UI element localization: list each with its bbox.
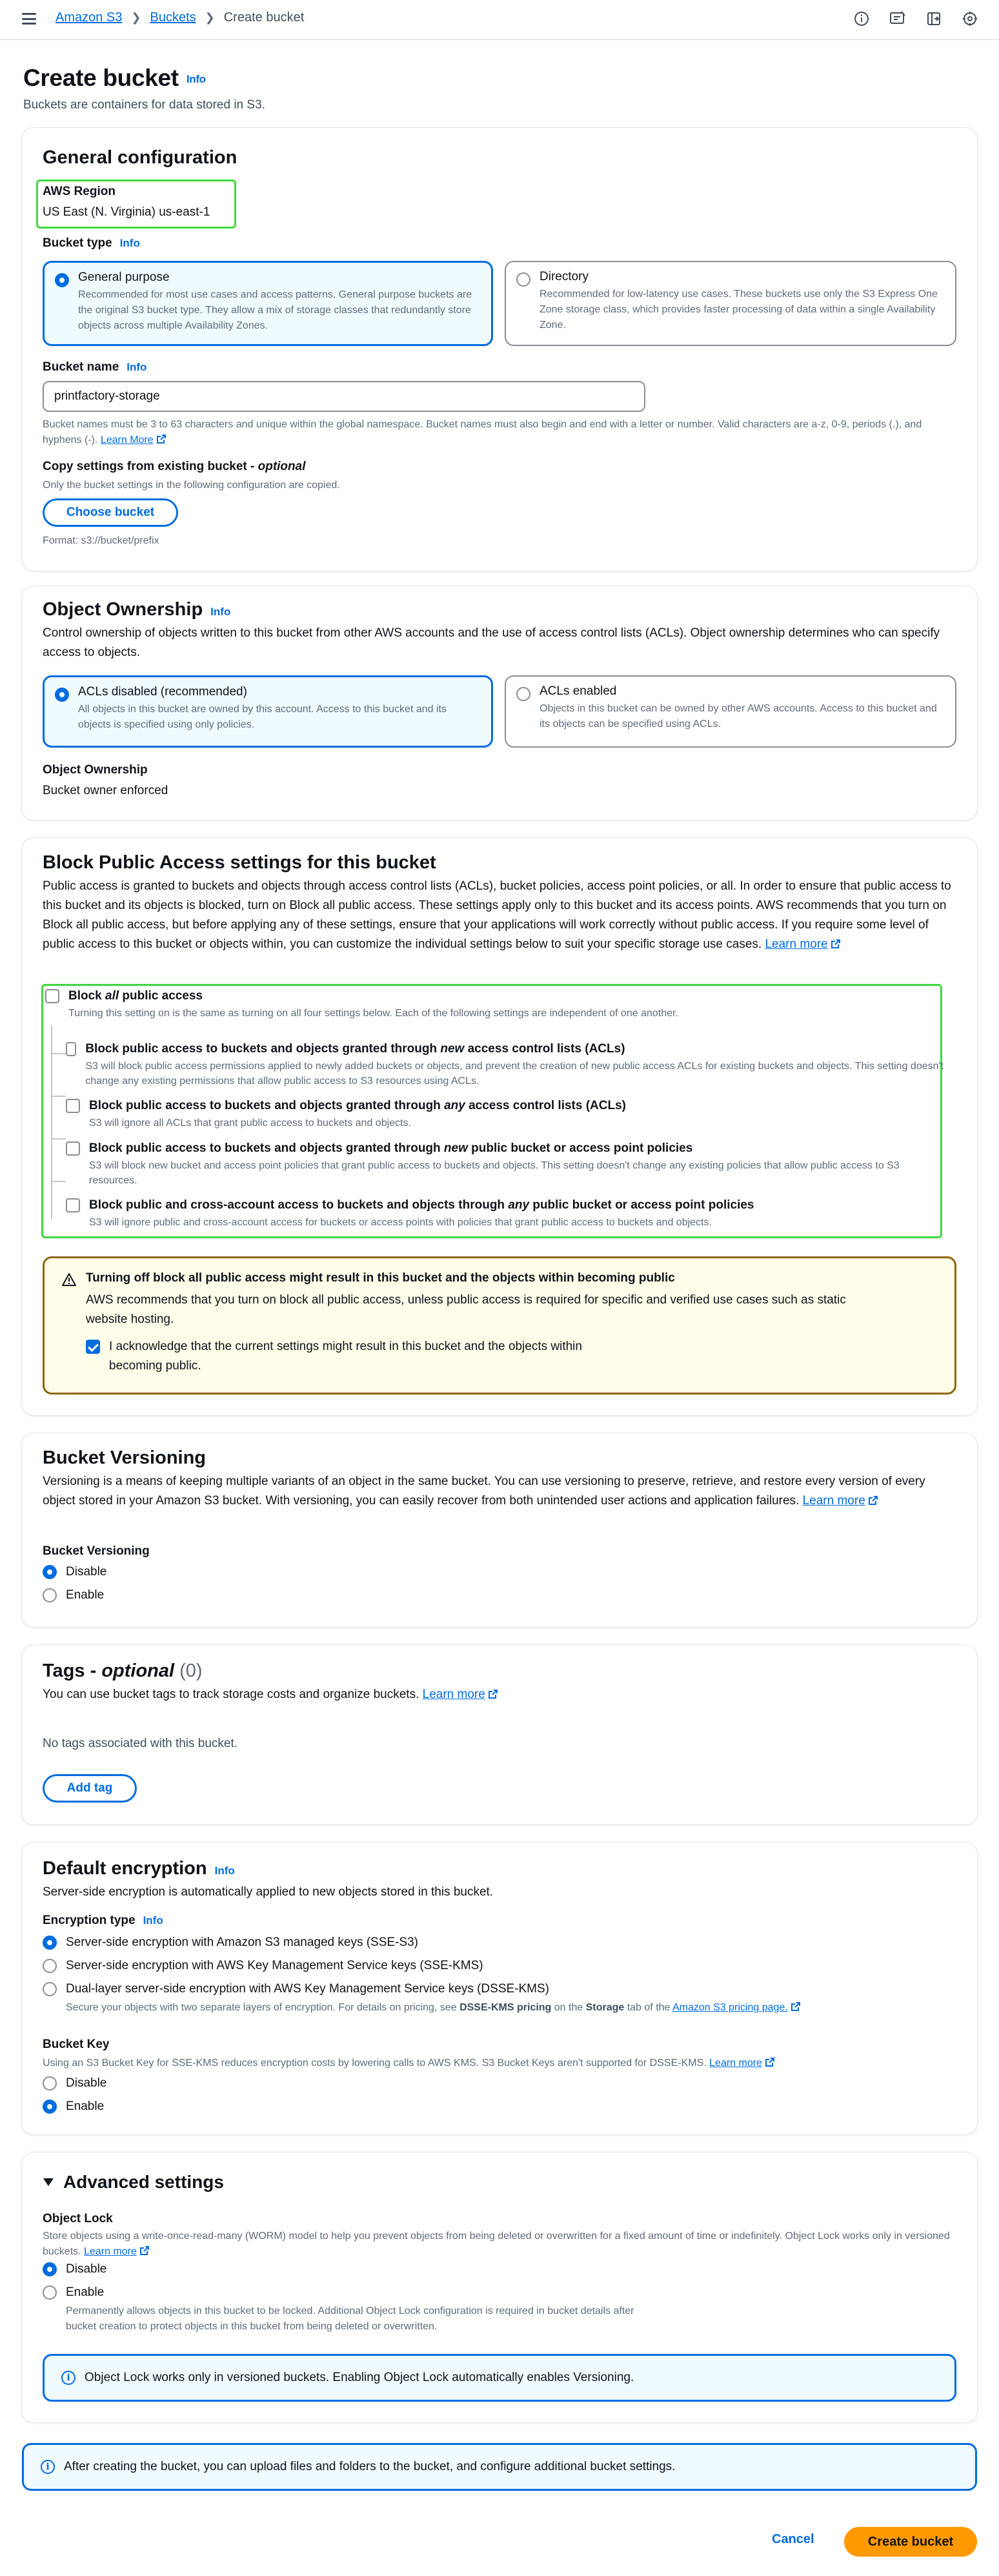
acknowledge-checkbox[interactable] [86,1340,612,1376]
object-lock-enable-desc: Permanently allows objects in this bucket to be locked. Additional Object Lock configuration is required in bucket details after bucket creation to protect objects in this bucket from being deleted or overwritten. [66,2305,634,2332]
chevron-right-icon: ❯ [131,11,141,24]
info-link[interactable]: Info [210,606,231,618]
block-cross-account[interactable] [66,1198,944,1230]
block-new-policies[interactable] [66,1141,944,1188]
checkbox-icon[interactable] [66,1141,80,1156]
ownership-desc: Control ownership of objects written to this bucket from other AWS accounts and the use of access control lists (ACLs). Object ownership determines who can specify access to objects. [43,626,940,659]
learn-more-link[interactable]: Learn more [802,1494,865,1508]
create-bucket-button[interactable]: Create bucket [844,2527,977,2557]
external-link-icon [868,1495,878,1506]
learn-more-link[interactable]: Learn more [84,2246,137,2257]
section-title: Default encryption Info [43,1858,235,1879]
panel-icon[interactable] [924,9,944,28]
region-label: AWS Region [43,185,116,198]
block-any-acls[interactable] [66,1099,944,1130]
section-title: Tags - optional (0) [43,1661,203,1681]
option-title: Block public access to buckets and objects granted through new access control lists (ACLs) [85,1042,625,1056]
breadcrumb-current: Create bucket [223,10,305,25]
radio-icon [43,2076,57,2090]
bpa-desc: Public access is granted to buckets and objects through access control lists (ACLs), bucket policies, access point policies, or all. In order to ensure that public access to this bucket and its objects is blocked, turn on Block all public access. These settings apply only to this bucket and its access points. AWS recommends that you turn on Block all public access, but before applying any of these settings, ensure that your applications will work correctly without public access. If you require some level of public access to this bucket or objects within, you can customize the individual settings below to suit your specific storage use cases. Learn more [43,879,951,951]
external-link-icon [488,1689,498,1699]
radio-icon [43,2285,57,2300]
advanced-settings-panel [22,2152,977,2422]
checkbox-icon[interactable] [45,989,59,1003]
sse-s3-option[interactable]: Server-side encryption with Amazon S3 managed keys (SSE-S3) [43,1936,418,1950]
section-title: General configuration [43,147,237,168]
post-create-info-alert: i After creating the bucket, you can upload files and folders to the bucket, and configure additional bucket settings. [22,2443,977,2491]
acknowledge-text: I acknowledge that the current settings might result in this bucket and the objects within becoming public. [109,1340,582,1373]
versioning-label: Bucket Versioning [43,1544,150,1558]
section-title: Object Ownership Info [43,599,231,620]
tile-description: All objects in this bucket are owned by this account. Access to this bucket and its objects is specified using only policies. [78,704,447,730]
external-link-icon [765,2057,775,2067]
tile-title: ACLs enabled [540,684,617,698]
bucket-key-label: Bucket Key [43,2038,110,2051]
info-link[interactable]: Info [186,73,206,86]
checkbox-icon[interactable] [66,1198,80,1212]
tile-title: ACLs disabled (recommended) [78,685,247,699]
cancel-button[interactable]: Cancel [772,2532,814,2546]
bucket-name-label: Bucket name Info [43,360,147,374]
warning-title: Turning off block all public access might result in this bucket and the objects within becoming public [86,1271,675,1285]
block-public-access-panel [22,838,977,1415]
option-title: Block all public access [68,989,203,1003]
dsse-kms-option[interactable]: Dual-layer server-side encryption with AWS Key Management Service keys (DSSE-KMS) [43,1982,549,1996]
checkbox-checked-icon[interactable] [86,1340,100,1354]
radio-selected-icon [43,1565,57,1579]
general-configuration-panel [22,128,977,571]
object-lock-label: Object Lock [43,2212,113,2225]
choose-bucket-button[interactable]: Choose bucket [43,498,178,527]
pricing-page-link[interactable]: Amazon S3 pricing page. [672,2002,788,2013]
info-link[interactable]: Info [119,237,140,249]
format-hint: Format: s3://bucket/prefix [43,535,159,546]
object-ownership-panel [22,586,977,820]
radio-selected-icon [55,688,69,702]
copy-settings-label: Copy settings from existing bucket - optional [43,460,306,473]
add-tag-button[interactable]: Add tag [43,1774,137,1803]
bucket-type-label: Bucket type Info [43,236,140,250]
info-circle-icon: i [61,2371,76,2385]
bucket-key-desc: Using an S3 Bucket Key for SSE-KMS reduces encryption costs by lowering calls to AWS KMS. S3 Bucket Keys aren't supported for DSSE-KMS. Learn more [43,2056,959,2071]
bucket-name-hint: Bucket names must be 3 to 63 characters and unique within the global namespace. Bucket names must also begin and end with a letter or number. Valid characters are a-z, 0-9, periods (.), and hyphens (-). Learn More [43,419,922,445]
option-description: S3 will ignore all ACLs that grant public access to buckets and objects. [89,1118,411,1129]
object-lock-desc: Store objects using a write-once-read-many (WORM) model to help you prevent objects from being deleted or overwritten for a fixed amount of time or indefinitely. Object Lock works only in versioned buckets. Learn more [43,2231,950,2257]
tile-title: General purpose [78,271,170,284]
ownership-result-value: Bucket owner enforced [43,784,168,797]
acls-disabled-option[interactable] [43,675,493,748]
object-lock-enable-option[interactable]: Enable [43,2285,104,2300]
option-title: Block public and cross-account access to buckets and objects through any public bucket or access point policies [89,1198,754,1212]
learn-more-link[interactable]: Learn more [422,1688,485,1701]
bucket-name-input[interactable]: printfactory-storage [43,381,645,412]
option-title: Block public access to buckets and objects granted through any access control lists (ACLs) [89,1099,627,1112]
default-encryption-panel [22,1843,977,2134]
dsse-kms-desc: Secure your objects with two separate layers of encryption. For details on pricing, see DSSE-KMS pricing on the Storage tab of the Amazon S3 pricing page. [66,2000,956,2016]
block-new-acls[interactable] [66,1042,944,1089]
warning-desc: AWS recommends that you turn on block all public access, unless public access is required for specific and verified use cases such as static website hosting. [86,1293,846,1326]
tile-description: Recommended for most use cases and access patterns. General purpose buckets are the original S3 bucket type. They allow a mix of storage classes that redundantly store objects across multiple Availability Zones. [78,289,472,331]
option-description: Turning this setting on is the same as turning on all four settings below. Each of the following settings are independent of one another. [68,1008,678,1019]
tile-description: Objects in this bucket can be owned by other AWS accounts. Access to this bucket and its objects can be specified using ACLs. [540,703,937,730]
object-lock-info-alert: i Object Lock works only in versioned buckets. Enabling Object Lock automatically enables Versioning. [43,2354,956,2402]
bucket-key-enable-option[interactable]: Enable [43,2100,104,2114]
versioning-enable-option[interactable]: Enable [43,1588,104,1602]
advanced-settings-toggle[interactable]: Advanced settings [43,2172,224,2193]
checkbox-icon[interactable] [66,1099,80,1113]
bucket-key-disable-option[interactable]: Disable [43,2076,106,2090]
radio-selected-icon [43,1936,57,1950]
learn-more-link[interactable]: Learn more [765,937,828,951]
info-icon[interactable] [852,9,871,28]
ownership-result-label: Object Ownership [43,763,148,777]
external-link-icon [791,2001,801,2012]
settings-icon[interactable] [960,9,980,28]
learn-more-link[interactable]: Learn more [709,2058,762,2069]
copy-settings-desc: Only the bucket settings in the following configuration are copied. [43,480,340,491]
sse-kms-option[interactable]: Server-side encryption with AWS Key Management Service keys (SSE-KMS) [43,1959,483,1973]
external-link-icon [831,939,841,949]
chevron-right-icon: ❯ [205,11,215,24]
external-link-icon [156,434,166,444]
radio-selected-icon [43,2262,57,2276]
option-description: S3 will block public access permissions applied to newly added buckets or objects, and prevent the creation of new public access ACLs for existing buckets and objects. This setting doesn't change any existing permissions that allow public access to S3 resources using ACLs. [85,1061,944,1087]
external-link-icon [139,2245,150,2256]
radio-selected-icon [43,2100,57,2114]
bucket-type-general-purpose[interactable] [43,261,493,346]
encryption-desc: Server-side encryption is automatically applied to new objects stored in this bucket. [43,1885,494,1899]
radio-icon [516,687,530,701]
top-nav [0,0,999,40]
learn-more-link[interactable]: Learn More [100,434,154,445]
option-description: S3 will ignore public and cross-account access for buckets or access points with policies that grant public access to buckets and objects. [89,1217,712,1228]
block-all-public-access[interactable] [45,989,936,1021]
option-description: S3 will block new bucket and access point policies that grant public access to buckets and objects. This setting doesn't change any existing policies that allow public access to S3 resources. [88,1160,900,1186]
breadcrumb-amazon-s3[interactable]: Amazon S3 [56,10,123,25]
page-title: Create bucket Info [23,65,206,91]
tags-panel [22,1645,977,1825]
bucket-versioning-panel [22,1433,977,1627]
menu-icon[interactable] [22,13,36,25]
object-lock-disable-option[interactable]: Disable [43,2262,106,2276]
section-title: Block Public Access settings for this bucket [43,852,436,873]
caret-down-icon [43,2178,54,2187]
region-value: US East (N. Virginia) us-east-1 [43,205,210,219]
encryption-type-label: Encryption type Info [43,1914,163,1927]
tile-description: Recommended for low-latency use cases. These buckets use only the S3 Express One Zone storage class, which provides faster processing of data within a single Availability Zone. [540,289,938,331]
radio-icon [516,272,530,287]
section-title: Bucket Versioning [43,1447,207,1468]
checkbox-icon[interactable] [66,1042,76,1056]
breadcrumb [56,10,304,25]
versioning-disable-option[interactable]: Disable [43,1565,106,1579]
versioning-desc: Versioning is a means of keeping multiple variants of an object in the same bucket. You can use versioning to preserve, retrieve, and restore every version of every object stored in your Amazon S3 bucket. With versioning, you can easily recover from both unintended user actions and application failures. Learn more [43,1475,925,1508]
tile-title: Directory [540,270,589,283]
bucket-type-directory[interactable] [505,261,956,346]
public-access-warning [43,1256,956,1395]
breadcrumb-buckets[interactable]: Buckets [150,10,196,25]
warning-icon [61,1273,77,1287]
info-link[interactable]: Info [126,361,147,373]
no-tags-text: No tags associated with this bucket. [43,1737,238,1750]
info-link[interactable]: Info [143,1914,163,1927]
radio-icon [43,1982,57,1996]
acls-enabled-option[interactable] [505,675,956,748]
radio-icon [43,1588,57,1602]
radio-icon [43,1959,57,1973]
page-description: Buckets are containers for data stored in S3. [23,98,265,112]
option-title: Block public access to buckets and objects granted through new public bucket or access point policies [88,1141,693,1155]
radio-selected-icon [55,273,69,287]
info-circle-icon: i [41,2460,55,2474]
feedback-icon[interactable] [888,9,907,28]
tags-desc: You can use bucket tags to track storage costs and organize buckets. Learn more [43,1685,498,1704]
info-link[interactable]: Info [214,1865,235,1877]
